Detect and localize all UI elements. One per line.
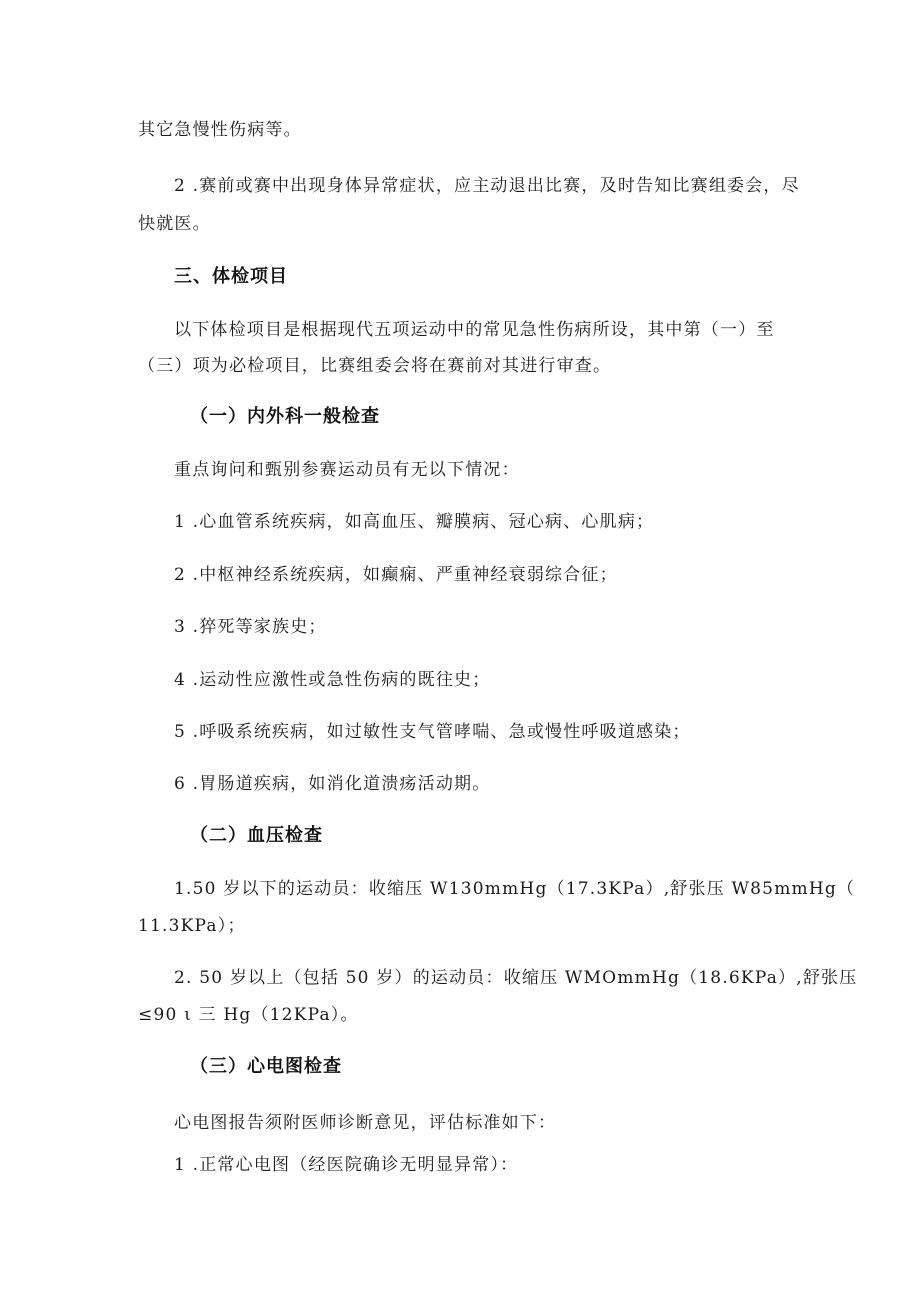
ecg-lead: 心电图报告须附医师诊断意见，评估标准如下： [174, 1113, 557, 1133]
paragraph-item-2-line-2: 快就医。 [138, 214, 211, 234]
subsection-2-heading: （二）血压检查 [190, 825, 323, 846]
list-item: 1 .心血管系统疾病，如高血压、瓣膜病、冠心病、心肌病； [174, 512, 655, 532]
list-item: 6 .胃肠道疾病，如消化道溃疡活动期。 [174, 774, 491, 794]
paragraph-item-2-line-1: 2 .赛前或赛中出现身体异常症状，应主动退出比赛，及时告知比赛组委会，尽 [174, 176, 800, 196]
paragraph-continuation: 其它急慢性伤病等。 [138, 120, 302, 140]
intro-line-1: 以下体检项目是根据现代五项运动中的常见急性伤病所设，其中第（一）至 [174, 320, 775, 340]
subsection-1-lead: 重点询问和甄别参赛运动员有无以下情况： [174, 460, 520, 480]
list-item: 5 .呼吸系统疾病，如过敏性支气管哮喘、急或慢性呼吸道感染； [174, 722, 691, 742]
blood-pressure-item-2-line-1: 2. 50 岁以上（包括 50 岁）的运动员：收缩压 WMOmmHg（18.6KPa）,舒张压 [174, 968, 858, 988]
section-3-heading: 三、体检项目 [174, 266, 288, 287]
blood-pressure-item-1-line-1: 1.50 岁以下的运动员：收缩压 W130mmHg（17.3KPa）,舒张压 W85mmHg（ [174, 879, 856, 899]
subsection-3-heading: （三）心电图检查 [190, 1056, 342, 1077]
intro-line-2: （三）项为必检项目，比赛组委会将在赛前对其进行审查。 [138, 356, 612, 376]
ecg-item-1: 1 .正常心电图（经医院确诊无明显异常）： [174, 1155, 519, 1175]
list-item: 3 .猝死等家族史； [174, 617, 327, 637]
blood-pressure-item-1-line-2: 11.3KPa）； [138, 916, 246, 936]
list-item: 2 .中枢神经系统疾病，如癫痫、严重神经衰弱综合征； [174, 565, 618, 585]
list-item: 4 .运动性应激性或急性伤病的既往史； [174, 670, 491, 690]
subsection-1-heading: （一）内外科一般检查 [190, 406, 380, 427]
blood-pressure-item-2-line-2: ≤90 ι 三 Hg（12KPa）。 [138, 1005, 359, 1025]
